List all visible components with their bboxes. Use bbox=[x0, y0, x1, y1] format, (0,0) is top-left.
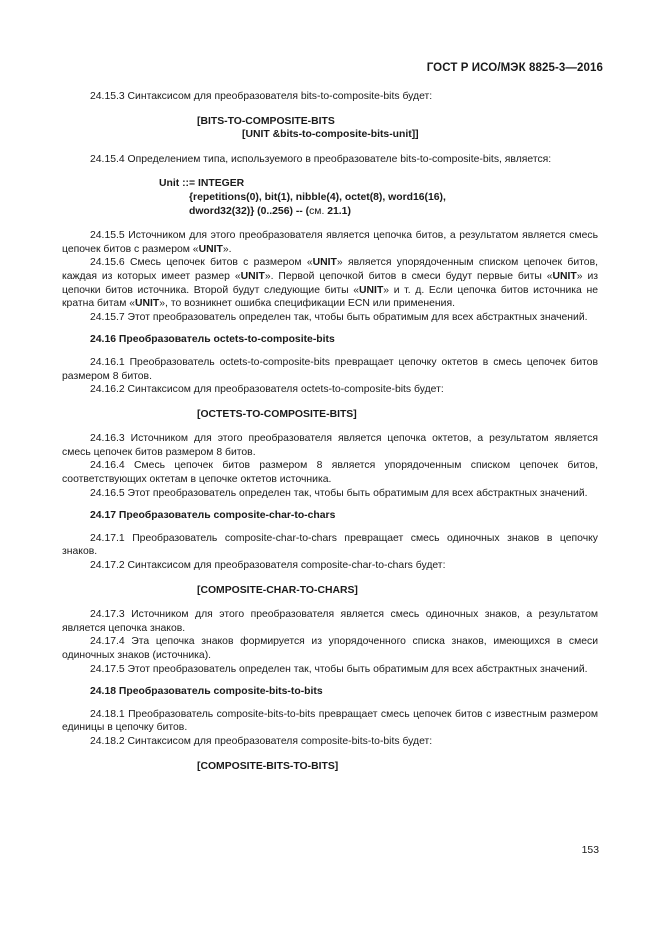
code-unit-line2: {repetitions(0), bit(1), nibble(4), octet(8), word16(16), bbox=[189, 191, 446, 203]
clause-24-17-3: 24.17.3 Источником для этого преобразователя является смесь одиночных знаков, а результатом является цепочка знаков. bbox=[62, 609, 598, 634]
code-unit-line3-start: dword32(32)} (0..256) -- ( bbox=[189, 205, 310, 217]
clause-24-15-6-part2: » является упорядоченным списком цепочек битов, каждая из которых имеет размер « bbox=[62, 257, 598, 282]
section-heading-24-17: 24.17 Преобразователь composite-char-to-chars bbox=[90, 510, 336, 522]
clause-24-16-3: 24.16.3 Источником для этого преобразователя является цепочка октетов, а результатом является смесь цепочек битов размером 8 битов. bbox=[62, 433, 598, 458]
code-unit-line3-end: 21.1) bbox=[324, 205, 351, 217]
clause-24-18-2: 24.18.2 Синтаксисом для преобразователя composite-bits-to-bits будет: bbox=[90, 735, 433, 747]
clause-24-15-7: 24.15.7 Этот преобразователь определен так, чтобы быть обратимым для всех абстрактных значений. bbox=[90, 311, 588, 323]
clause-24-15-6-part6: », то возникнет ошибка спецификации ECN или применения. bbox=[159, 298, 455, 310]
clause-24-18-1: 24.18.1 Преобразователь composite-bits-to-bits превращает смесь цепочек битов с известным размером единицы в цепочку битов. bbox=[62, 708, 598, 734]
code-unit-see-ref: см. bbox=[309, 205, 325, 217]
clause-24-15-6 bbox=[62, 256, 598, 310]
unit-keyword: UNIT bbox=[240, 270, 265, 282]
code-octets-to-composite-bits: [OCTETS-TO-COMPOSITE-BITS] bbox=[197, 408, 357, 420]
unit-keyword: UNIT bbox=[198, 243, 223, 255]
page-body bbox=[62, 90, 598, 773]
code-bits-to-composite-bits-line1: [BITS-TO-COMPOSITE-BITS bbox=[197, 115, 335, 127]
clause-24-15-6-part4: » из цепочки битов источника. Второй будут следующие биты « bbox=[62, 270, 599, 296]
clause-24-15-6-part3: ». Первой цепочкой битов в смеси будут первые биты « bbox=[264, 270, 553, 282]
code-composite-char-to-chars: [COMPOSITE-CHAR-TO-CHARS] bbox=[197, 584, 358, 596]
clause-24-17-4: 24.17.4 Эта цепочка знаков формируется из упорядоченного списка знаков, имеющихся в смеси одиночных знаков (источника). bbox=[62, 636, 598, 661]
clause-24-17-1: 24.17.1 Преобразователь composite-char-to-chars превращает смесь одиночных знаков в цепочку знаков. bbox=[62, 532, 598, 558]
unit-keyword: UNIT bbox=[135, 298, 160, 310]
page-number: 153 bbox=[581, 845, 599, 856]
code-unit-line3 bbox=[62, 205, 598, 219]
unit-keyword: UNIT bbox=[552, 270, 577, 282]
clause-24-15-5-end: ». bbox=[222, 243, 232, 255]
unit-keyword: UNIT bbox=[312, 257, 337, 269]
section-heading-24-18: 24.18 Преобразователь composite-bits-to-bits bbox=[90, 686, 323, 698]
clause-24-16-5: 24.16.5 Этот преобразователь определен так, чтобы быть обратимым для всех абстрактных значений. bbox=[90, 487, 588, 499]
code-composite-bits-to-bits: [COMPOSITE-BITS-TO-BITS] bbox=[197, 760, 339, 772]
clause-24-17-2: 24.17.2 Синтаксисом для преобразователя composite-char-to-chars будет: bbox=[90, 560, 446, 572]
clause-24-16-4: 24.16.4 Смесь цепочек битов размером 8 является упорядоченным списком цепочек битов, соответствующих октетам в цепочке октетов источника. bbox=[62, 460, 598, 486]
code-unit-line1: Unit ::= INTEGER bbox=[159, 178, 245, 190]
clause-24-15-3: 24.15.3 Синтаксисом для преобразователя bits-to-composite-bits будет: bbox=[90, 91, 433, 102]
clause-24-15-4: 24.15.4 Определением типа, используемого в преобразователе bits-to-composite-bits, является: bbox=[90, 153, 552, 165]
clause-24-15-6-part5: » и т. д. Если цепочка битов источника не кратна битам « bbox=[62, 284, 598, 310]
code-bits-to-composite-bits-line2: [UNIT &bits-to-composite-bits-unit]] bbox=[242, 129, 419, 141]
clause-24-17-5: 24.17.5 Этот преобразователь определен так, чтобы быть обратимым для всех абстрактных значений. bbox=[90, 663, 588, 675]
clause-24-15-5-text: 24.15.5 Источником для этого преобразователя является цепочка битов, а результатом является смесь цепочек битов с размером « bbox=[62, 230, 598, 255]
clause-24-15-5 bbox=[62, 229, 598, 256]
section-heading-24-16: 24.16 Преобразователь octets-to-composite-bits bbox=[90, 334, 335, 346]
clause-24-15-6-part1: 24.15.6 Смесь цепочек битов с размером « bbox=[90, 257, 313, 269]
clause-24-16-2: 24.16.2 Синтаксисом для преобразователя octets-to-composite-bits будет: bbox=[90, 384, 444, 396]
clause-24-16-1: 24.16.1 Преобразователь octets-to-composite-bits превращает цепочку октетов в смесь цепочек битов размером 8 битов. bbox=[62, 356, 598, 382]
document-header: ГОСТ Р ИСО/МЭК 8825-3—2016 bbox=[426, 62, 603, 74]
unit-keyword: UNIT bbox=[359, 284, 384, 296]
